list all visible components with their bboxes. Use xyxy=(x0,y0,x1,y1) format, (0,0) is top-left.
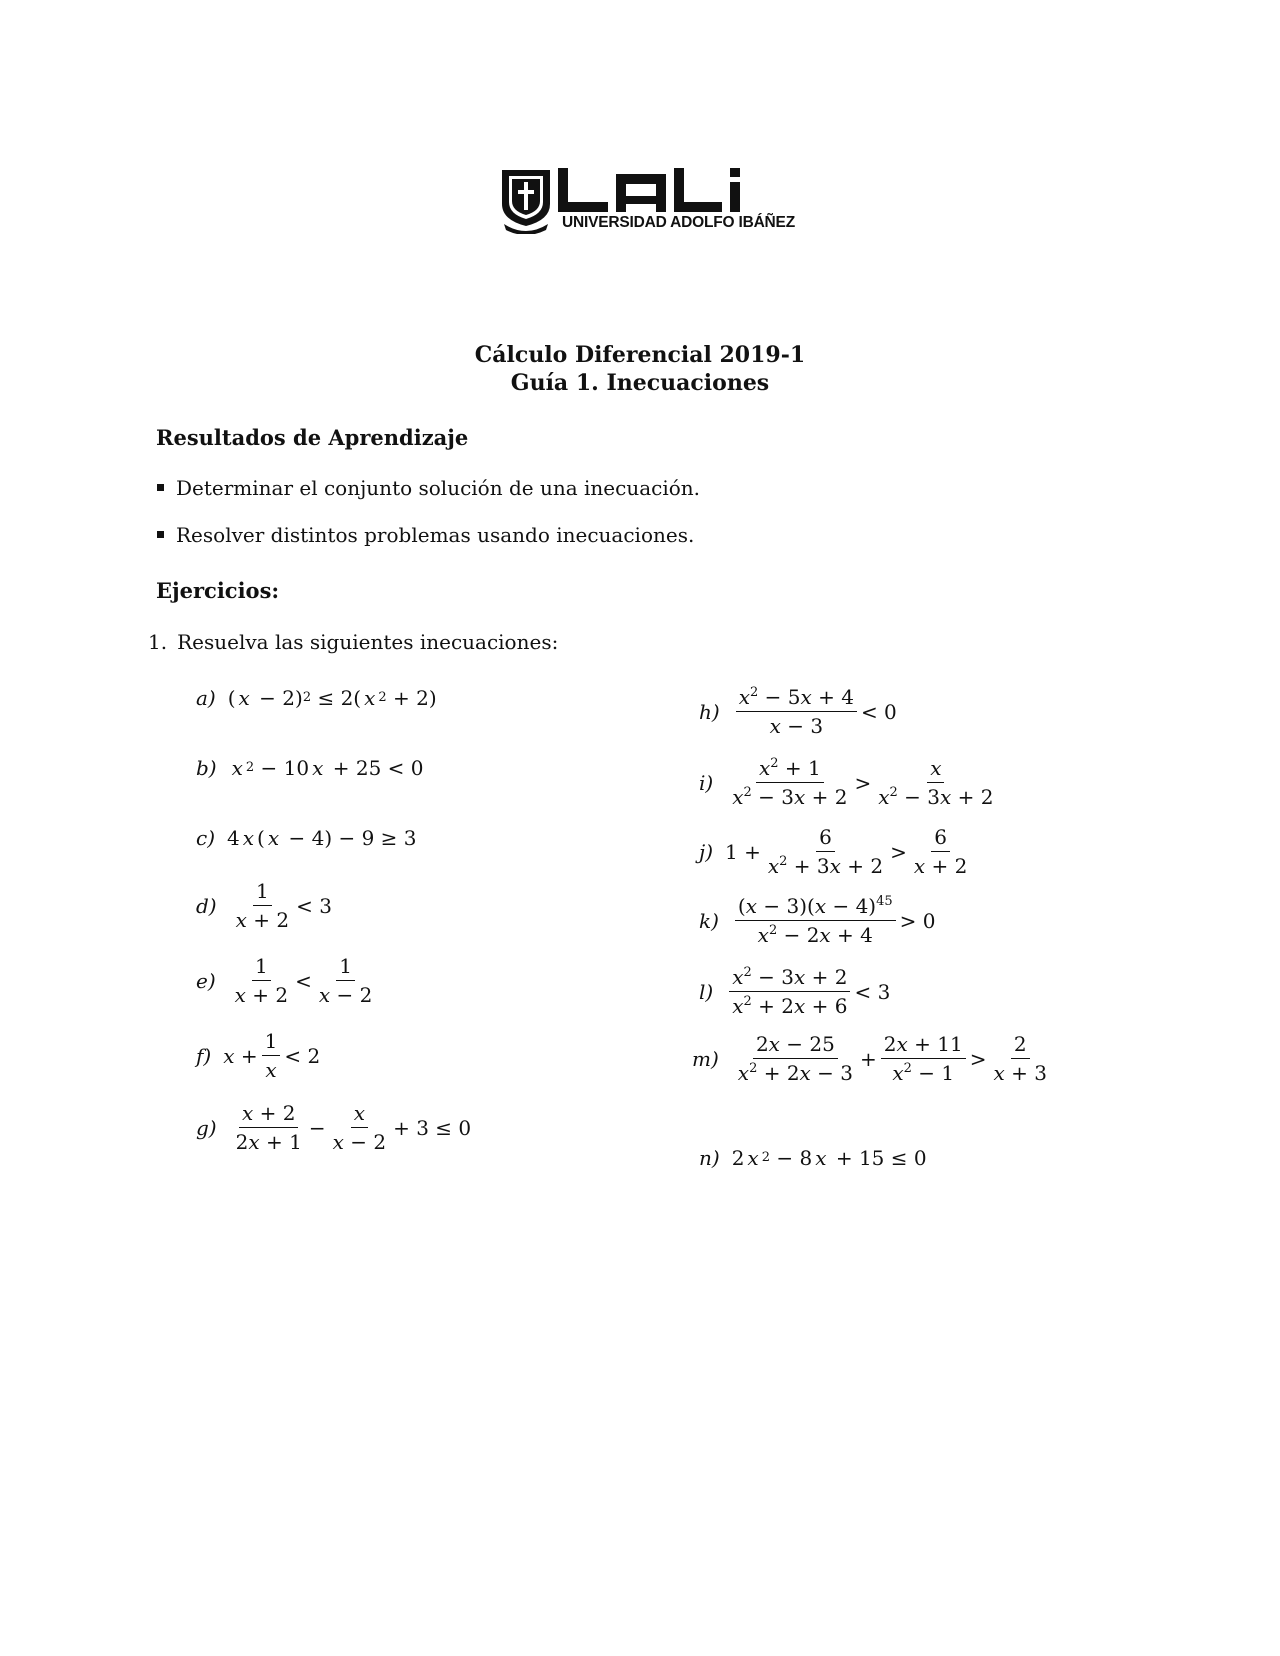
exercise-m: m) $\frac{2x - 25}{x^2 + 2x - 3}$ + $\frac{2x + 11}{x^2 - 1}$ > $\frac{2}{x + 3}$ xyxy=(692,1032,1047,1085)
outcomes-heading: Resultados de Aprendizaje xyxy=(156,425,469,450)
exercise-k: k) $\frac{(x - 3)(x - 4)^{45}}{x^2 - 2x + 4}$ > 0 xyxy=(699,894,936,947)
guide-title: Guía 1. Inecuaciones xyxy=(510,370,770,396)
exercise-j: j) 1 + $\frac{6}{x^2 + 3x + 2}$ > $\frac{6}{x + 2}$ xyxy=(699,825,968,878)
exercise-d: d) $\frac{1}{x + 2}$ < 3 xyxy=(196,879,332,932)
exercise-b: b) x 2 − 10 x + 25 < 0 xyxy=(196,756,424,780)
exercise-c: c) 4 x ( x − 4) − 9 ≥ 3 xyxy=(196,826,417,850)
question-1: 1. Resuelva las siguientes inecuaciones: xyxy=(148,630,559,654)
bullet-icon xyxy=(157,531,164,538)
outcome-item: Determinar el conjunto solución de una inecuación. xyxy=(157,476,700,500)
exercise-h: h) $\frac{x^2 - 5x + 4}{x - 3}$ < 0 xyxy=(699,685,897,738)
bullet-icon xyxy=(157,484,164,491)
outcome-item: Resolver distintos problemas usando inecuaciones. xyxy=(157,523,694,547)
course-title: Cálculo Diferencial 2019-1 xyxy=(474,342,806,368)
exercise-g: g) $\frac{x + 2}{2x + 1}$ − $\frac{x}{x - 2}$ + 3 ≤ 0 xyxy=(196,1101,472,1154)
exercise-l: l) $\frac{x^2 - 3x + 2}{x^2 + 2x + 6}$ < 3 xyxy=(699,965,891,1018)
crest-icon xyxy=(502,170,550,234)
exercise-n: n) 2 x 2 − 8 x + 15 ≤ 0 xyxy=(699,1146,927,1170)
exercise-f: f) x + $\frac{1}{x}$ < 2 xyxy=(196,1029,321,1082)
exercise-i: i) $\frac{x^2 + 1}{x^2 - 3x + 2}$ > $\frac{x}{x^2 - 3x + 2}$ xyxy=(699,756,994,809)
exercise-e: e) $\frac{1}{x + 2}$ < $\frac{1}{x - 2}$ xyxy=(196,954,373,1007)
university-name: UNIVERSIDAD ADOLFO IBÁÑEZ xyxy=(562,214,795,231)
exercise-a: a) ( x − 2) 2 ≤ 2( x 2 + 2) xyxy=(196,686,437,710)
exercises-heading: Ejercicios: xyxy=(156,578,280,603)
